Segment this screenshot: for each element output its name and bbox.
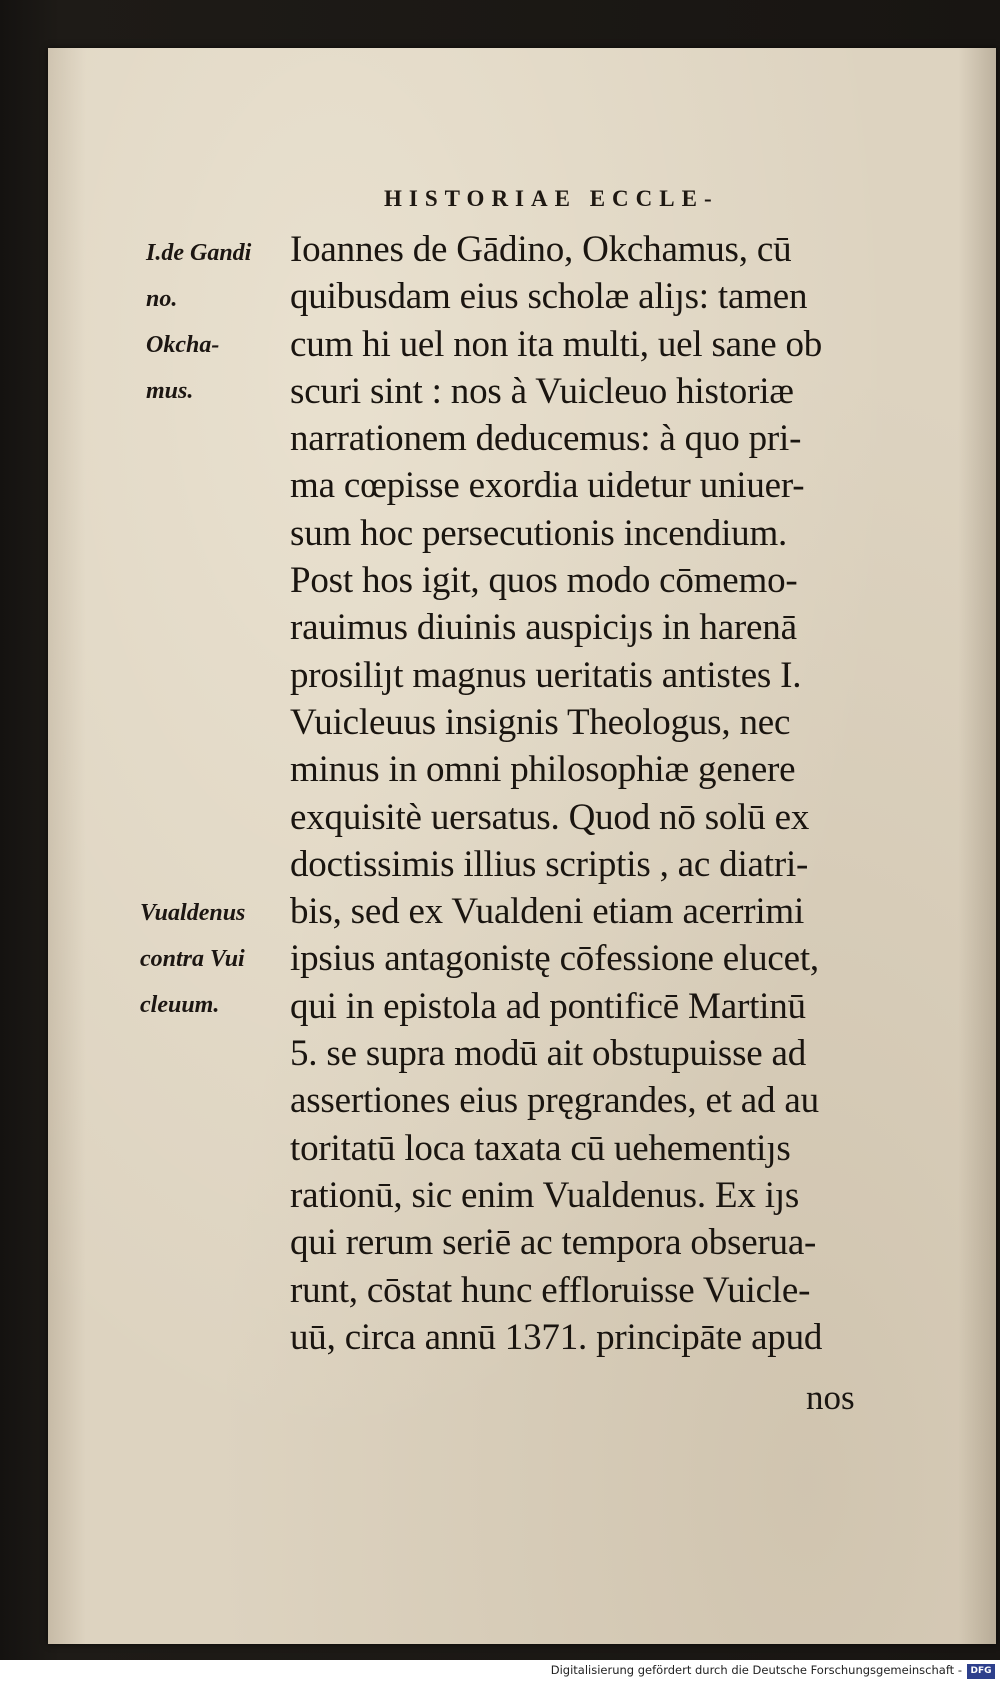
text-line: qui in epistola ad pontificē Martinū bbox=[290, 985, 806, 1027]
running-head: HISTORIAE ECCLE- bbox=[384, 186, 719, 211]
text-line: Ioannes de Gādino, Okchamus, cū bbox=[290, 229, 792, 270]
text-line: sum hoc persecutionis incendium. bbox=[290, 512, 788, 554]
body-text bbox=[290, 226, 950, 1361]
marginal-note-line: cleuum. bbox=[140, 992, 220, 1018]
text-line: cum hi uel non ita multi, uel sane ob bbox=[290, 323, 823, 365]
text-line: narrationem deducemus: à quo pri- bbox=[290, 418, 802, 460]
text-line: assertiones eius pręgrandes, et ad au bbox=[290, 1080, 819, 1122]
text-line: toritatū loca taxata cū uehementiȷs bbox=[290, 1127, 791, 1169]
text-line: minus in omni philosophiæ genere bbox=[290, 749, 796, 791]
catchword: nos bbox=[806, 1378, 855, 1417]
marginal-note-vualdenus bbox=[140, 890, 245, 1028]
footer-credit: Digitalisierung gefördert durch die Deutsche Forschungsgemeinschaft - bbox=[550, 1663, 962, 1677]
text-line: 5. se supra modū ait obstupuisse ad bbox=[290, 1033, 807, 1075]
marginal-note-line: no. bbox=[146, 286, 178, 312]
text-line: exquisitè uersatus. Quod nō solū ex bbox=[290, 796, 810, 838]
text-line: rationū, sic enim Vualdenus. Ex iȷs bbox=[290, 1174, 800, 1216]
text-line: ma cœpisse exordia uidetur uniuer- bbox=[290, 465, 805, 507]
marginal-note-line: contra Vui bbox=[140, 946, 245, 972]
marginal-note-line: Okcha- bbox=[146, 332, 220, 358]
text-line: scuri sint : nos à Vuicleuo historiæ bbox=[290, 370, 794, 412]
marginal-note-line: mus. bbox=[146, 378, 194, 404]
dfg-logo-icon: DFG bbox=[967, 1664, 995, 1679]
text-line: prosiliȷt magnus ueritatis antistes I. bbox=[290, 654, 802, 696]
text-line: runt, cōstat hunc effloruisse Vuicle- bbox=[290, 1269, 811, 1311]
footer-bar bbox=[0, 1660, 1000, 1685]
marginal-note-gandino bbox=[146, 230, 251, 414]
text-line: ipsius antagonistę cōfessione elucet, bbox=[290, 938, 819, 980]
text-line: quibusdam eius scholæ aliȷs: tamen bbox=[290, 276, 808, 318]
text-line: doctissimis illius scriptis , ac diatri- bbox=[290, 843, 809, 885]
text-line: qui rerum seriē ac tempora obserua- bbox=[290, 1222, 817, 1264]
marginal-note-line: Vualdenus bbox=[140, 900, 246, 926]
text-line: rauimus diuinis auspiciȷs in harenā bbox=[290, 607, 797, 649]
text-line: Post hos igit, quos modo cōmemo- bbox=[290, 560, 798, 602]
text-line: Vuicleuus insignis Theologus, nec bbox=[290, 701, 791, 743]
marginal-note-line: I.de Gandi bbox=[146, 240, 252, 266]
text-line: bis, sed ex Vualdeni etiam acerrimi bbox=[290, 891, 805, 933]
text-line: uū, circa annū 1371. principāte apud bbox=[290, 1316, 823, 1358]
